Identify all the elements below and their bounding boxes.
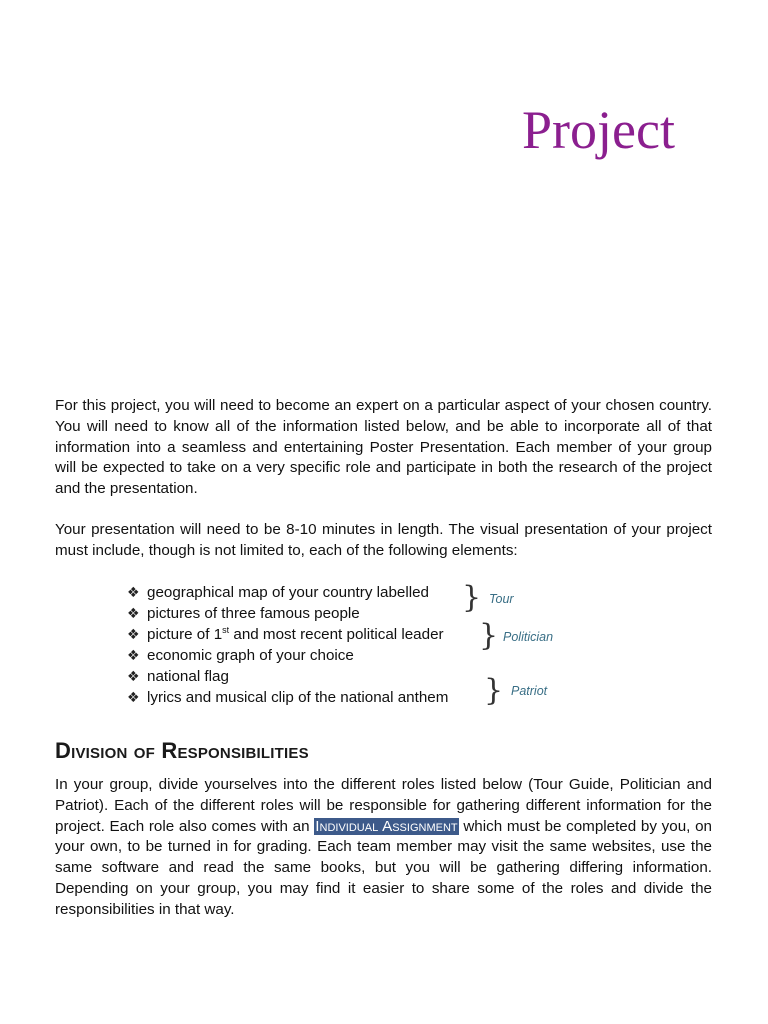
list-item [127,603,448,624]
section-heading: Division of Responsibilities [55,738,309,763]
list-item-text: national flag [147,668,229,685]
right-brace-icon: } [484,673,504,708]
intro-paragraph: For this project, you will need to become an expert on a particular aspect of your chosen country. You will need to know all of the information listed below, and be able to incorporate all of that information into a seamless and entertaining Poster Presentation. Each member of your group will be expected to take on a very specific role and participate in both the research of the project and the presentation. [55,397,712,498]
required-elements-list [127,582,448,708]
list-item [127,582,448,603]
list-item-text: economic graph of your choice [147,647,354,664]
division-text-end: which must be completed by you, on your own, to be turned in for grading. Each team member may visit the same websites, use the same software and read the same books, but you will be gathering differing information. Depending on your group, you may find it easier to share some of the roles and divide the responsibilities in that way. [55,817,712,918]
individual-assignment-highlight: Individual Assignment [315,817,458,835]
right-brace-icon: } [479,618,499,653]
list-item-text: pictures of three famous people [147,605,360,622]
division-text-start: In your group, divide yourselves into the different roles listed below (Tour Guide, Politician and Patriot). Each of the different roles will be responsible for gathering different information for the project. Each role also comes with an [55,776,712,835]
role-label-tour: Tour [489,592,514,606]
list-item [127,666,448,687]
diamond-bullet-icon: ❖ [127,605,140,621]
list-item-text: picture of 1 [147,626,223,643]
presentation-paragraph: Your presentation will need to be 8-10 minutes in length. The visual presentation of your project must include, though is not limited to, each of the following elements: [55,521,712,559]
ordinal-superscript: st [222,624,230,635]
right-brace-icon: } [462,580,482,615]
diamond-bullet-icon: ❖ [127,647,140,663]
diamond-bullet-icon: ❖ [127,689,140,705]
division-paragraph [55,775,712,921]
list-item-text: and most recent political leader [229,626,444,643]
list-item-text: geographical map of your country labelled [147,584,429,601]
role-label-patriot: Patriot [511,684,548,698]
list-item [127,687,448,708]
list-item-text: lyrics and musical clip of the national anthem [147,689,449,706]
diamond-bullet-icon: ❖ [127,668,140,684]
list-item [127,645,448,666]
list-item [127,624,448,645]
role-label-politician: Politician [503,630,554,644]
page-title: Project [522,100,675,160]
diamond-bullet-icon: ❖ [127,626,140,642]
diamond-bullet-icon: ❖ [127,584,140,600]
